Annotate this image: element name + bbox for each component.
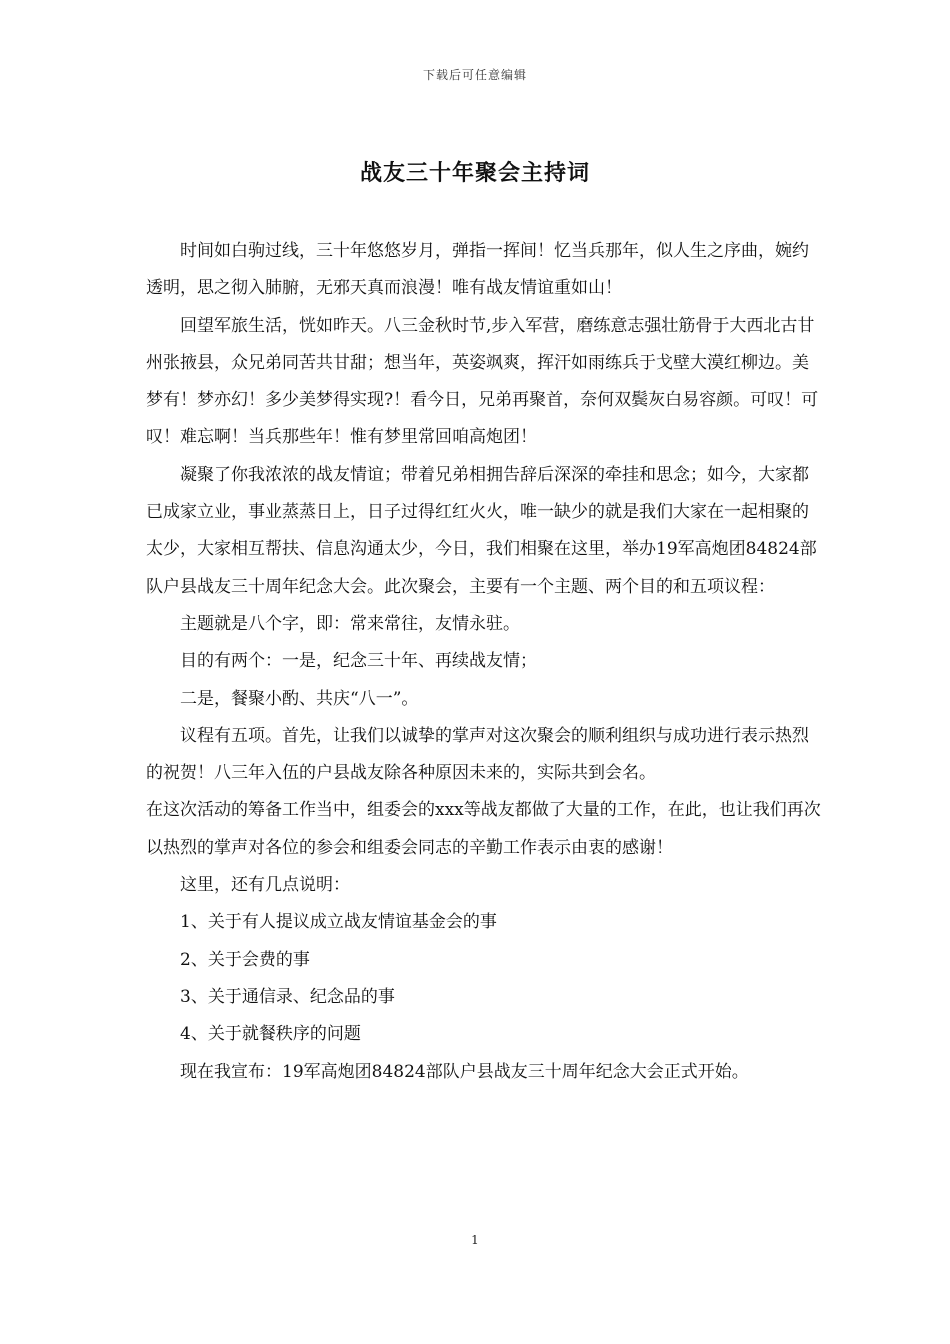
paragraph-purpose-two: 二是，餐聚小酌、共庆“八一”。 [180, 688, 419, 709]
paragraph-gathering: 凝聚了你我浓浓的战友情谊；带着兄弟相拥告辞后深深的牵挂和思念；如今，大家都已成家立业，事业蒸蒸日上，日子过得红红火火，唯一缺少的就是我们大家在一起相聚的太少，大家相互帮扶、信息沟通太少，今日，我们相聚在这里，举办19军高炮团84824部队户县战友三十周年纪念大会。此次聚会，主要有一个主题、两个目的和五项议程： [146, 464, 817, 597]
list-item: 2、关于会费的事 [180, 949, 310, 970]
list-item: 4、关于就餐秩序的问题 [180, 1024, 361, 1045]
paragraph-agenda: 议程有五项。首先，让我们以诚挚的掌声对这次聚会的顺利组织与成功进行表示热烈的祝贺！八三年入伍的户县战友除各种原因未来的，实际共到会名。 [146, 725, 809, 784]
paragraph-theme: 主题就是八个字，即：常来常往，友情永驻。 [180, 613, 520, 634]
document-title: 战友三十年聚会主持词 [359, 160, 590, 186]
paragraph-announcement: 现在我宣布：19军高炮团84824部队户县战友三十周年纪念大会正式开始。 [180, 1061, 749, 1082]
page-header: 下载后可任意编辑 [422, 68, 527, 82]
paragraph-intro: 时间如白驹过线，三十年悠悠岁月，弹指一挥间！忆当兵那年，似人生之序曲，婉约透明，思之彻入肺腑，无邪天真而浪漫！唯有战友情谊重如山！ [146, 241, 809, 299]
list-item: 3、关于通信录、纪念品的事 [180, 986, 395, 1007]
paragraph-notes-intro: 这里，还有几点说明： [180, 875, 350, 896]
paragraph-memories: 回望军旅生活，恍如昨天。八三金秋时节,步入军营，磨练意志强壮筋骨于大西北古甘州张掖县，众兄弟同苦共甘甜；想当年，英姿飒爽，挥汗如雨练兵于戈壁大漠红柳边。美梦有！梦亦幻！多少美梦得实现?！看今日，兄弟再聚首，奈何双鬓灰白易容颜。可叹！可叹！难忘啊！当兵那些年！惟有梦里常回咱高炮团！ [146, 315, 819, 448]
document-body [146, 233, 822, 1091]
page-number: 1 [471, 1233, 479, 1247]
list-item: 1、关于有人提议成立战友情谊基金会的事 [180, 912, 497, 933]
paragraph-purpose-one: 目的有两个：一是，纪念三十年、再续战友情； [180, 651, 537, 672]
paragraph-thanks: 在这次活动的筹备工作当中，组委会的xxx等战友都做了大量的工作，在此，也让我们再次以热烈的掌声对各位的参会和组委会同志的辛勤工作表示由衷的感谢！ [146, 800, 821, 858]
